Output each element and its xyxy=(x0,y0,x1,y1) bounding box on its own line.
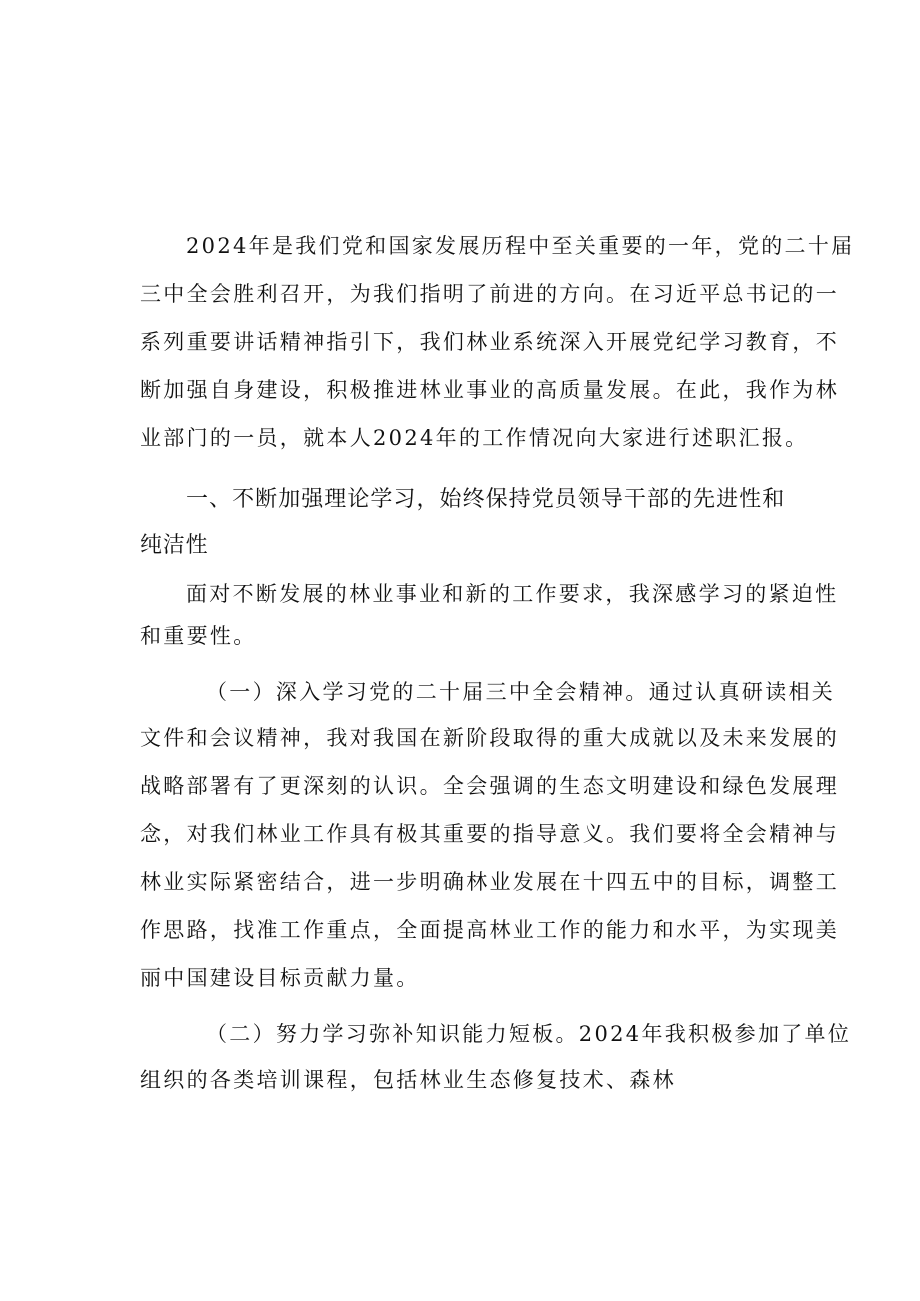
section-heading-line-1: 一、不断加强理论学习，始终保持党员领导干部的先进性和 xyxy=(186,487,785,512)
intro-line-4: 断加强自身建设，积极推进林业事业的高质量发展。在此，我作为林 xyxy=(140,378,839,402)
item-1-line-2: 文件和会议精神，我对我国在新阶段取得的重大成就以及未来发展的 xyxy=(140,726,839,750)
item-1-line-1: （一）深入学习党的二十届三中全会精神。通过认真研读相关 xyxy=(206,680,836,704)
intro-line-1: 2024年是我们党和国家发展历程中至关重要的一年，党的二十届 xyxy=(186,234,855,258)
intro-line-3: 系列重要讲话精神指引下，我们林业系统深入开展党纪学习教育，不 xyxy=(140,330,839,354)
intro-line-5: 业部门的一员，就本人2024年的工作情况向大家进行述职汇报。 xyxy=(140,426,809,450)
item-1-line-4: 念，对我们林业工作具有极其重要的指导意义。我们要将全会精神与 xyxy=(140,822,839,846)
section-intro-line-1: 面对不断发展的林业事业和新的工作要求，我深感学习的紧迫性 xyxy=(186,582,839,606)
section-intro-line-2: 和重要性。 xyxy=(140,624,257,648)
item-1-line-5: 林业实际紧密结合，进一步明确林业发展在十四五中的目标，调整工 xyxy=(140,870,839,894)
section-heading-line-2: 纯洁性 xyxy=(140,533,209,558)
item-2-line-2: 组织的各类培训课程，包括林业生态修复技术、森林 xyxy=(140,1068,676,1092)
item-2-line-1: （二）努力学习弥补知识能力短板。2024年我积极参加了单位 xyxy=(206,1022,852,1046)
item-1-line-3: 战略部署有了更深刻的认识。全会强调的生态文明建设和绿色发展理 xyxy=(140,774,839,798)
item-1-line-6: 作思路，找准工作重点，全面提高林业工作的能力和水平，为实现美 xyxy=(140,918,839,942)
intro-line-2: 三中全会胜利召开，为我们指明了前进的方向。在习近平总书记的一 xyxy=(140,282,839,306)
item-1-line-7: 丽中国建设目标贡献力量。 xyxy=(140,966,420,990)
